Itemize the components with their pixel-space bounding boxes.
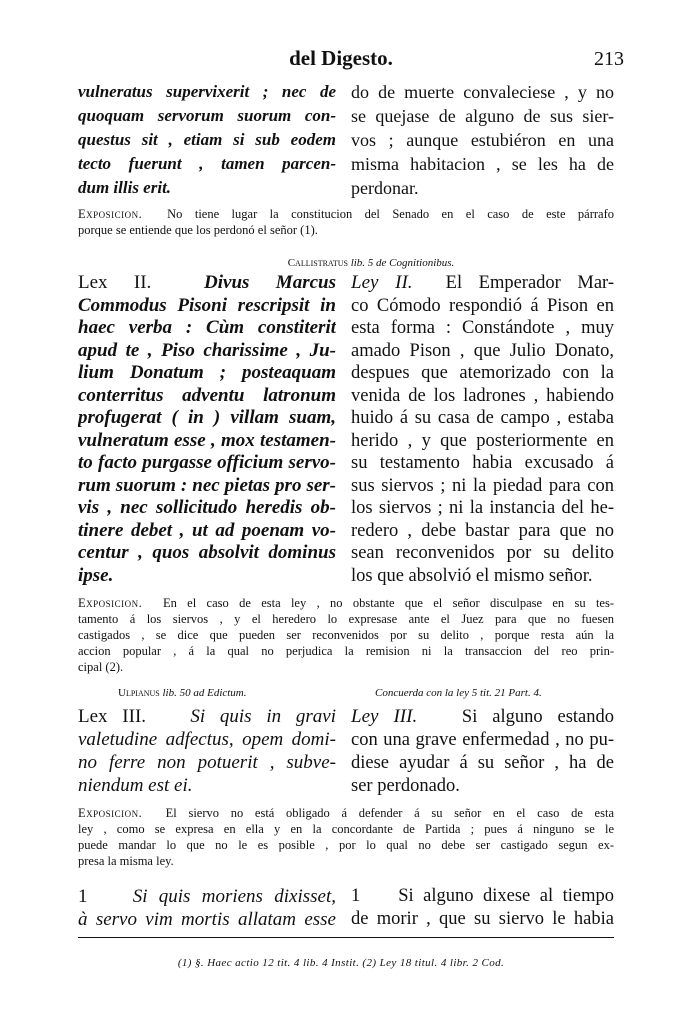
running-title: del Digesto. <box>289 46 393 70</box>
source-line <box>118 686 247 700</box>
law-heading-spanish: Ley II. <box>351 272 413 293</box>
source-author: Callistratus <box>287 257 348 269</box>
latin-line: profugerat ( in ) villam suam, <box>78 407 336 428</box>
exposicion-line: Exposicion. El siervo no está obligado á defender á su señor en el caso de esta <box>78 806 614 820</box>
latin-line: dum illis erit. <box>78 178 172 197</box>
source-citation-3 <box>78 686 614 700</box>
latin-line: Commodus Pisoni rescripsit in <box>78 294 336 316</box>
source-reference: lib. 5 de Cognitionibus. <box>350 257 455 269</box>
spanish-line: despues que atemorizado con la <box>351 363 614 383</box>
exposicion-1 <box>78 206 614 238</box>
spanish-line: los siervos ; ni la instancia del he- <box>351 498 614 518</box>
spanish-line: co Cómodo respondió á Pison en <box>351 295 614 316</box>
exposicion-label: Exposicion. <box>78 207 143 221</box>
latin-column <box>78 80 336 200</box>
latin-column <box>78 705 336 797</box>
latin-line: questus sit , etiam si sub eodem <box>78 130 336 149</box>
spanish-line: su testamento habia excusado á <box>351 453 614 473</box>
spanish-line: esta forma : Constándote , muy <box>351 318 614 338</box>
paragraph-number: 1 <box>351 886 361 906</box>
latin-line: conterritus adventu latronum <box>78 384 336 406</box>
spanish-line: Ley III. Si alguno estando <box>351 706 614 727</box>
exposicion-line: porque se entiende que los perdonó el señor (1). <box>78 223 318 237</box>
latin-line: Lex III. Si quis in gravi <box>78 706 336 727</box>
footnote-divider <box>78 937 614 938</box>
source-reference: lib. 50 ad Edictum. <box>162 687 247 699</box>
exposicion-2 <box>78 595 614 675</box>
exposicion-label: Exposicion. <box>78 806 143 820</box>
page-header <box>0 46 682 76</box>
latin-line: niendum est ei. <box>78 775 193 796</box>
latin-column <box>78 272 336 587</box>
spanish-line: los que absolvió el mismo señor. <box>351 565 593 586</box>
latin-column <box>78 885 336 931</box>
latin-line: centur , quos absolvit dominus <box>78 542 336 563</box>
spanish-line: huido á su casa de campo , estaba <box>351 408 614 428</box>
latin-line: valetudine adfectus, opem domi- <box>78 729 336 750</box>
latin-line: vulneratus supervixerit ; nec de <box>78 82 336 101</box>
spanish-line: do de muerte convaleciese , y no <box>351 82 614 102</box>
spanish-column <box>351 705 614 798</box>
text-block-4 <box>78 885 614 933</box>
law-heading-latin: Lex III. <box>78 706 147 727</box>
latin-line: tinere debet , ut ad poenam vo- <box>78 519 336 541</box>
spanish-line: perdonar. <box>351 178 419 198</box>
spanish-line: 1 Si alguno dixese al tiempo <box>351 886 614 906</box>
latin-line: ipse. <box>78 564 114 586</box>
spanish-line: vos ; aunque estubiéron en una <box>351 130 614 150</box>
spanish-line: con una grave enfermedad , no pu- <box>351 730 614 750</box>
spanish-line: diese ayudar á su señor , ha de <box>351 753 614 773</box>
spanish-column <box>351 272 614 587</box>
spanish-line: venida de los ladrones , habiendo <box>351 385 614 406</box>
latin-line: vulneratum esse , mox testamen- <box>78 429 336 451</box>
source-citation-2 <box>0 256 682 270</box>
exposicion-line: castigados , se dice que pueden ser reconvenidos por su delito , porque resta aún la <box>78 628 614 642</box>
source-author: Ulpianus <box>118 687 160 699</box>
exposicion-line: puede mandar lo que no le es posible , por lo qual no debe ser castigado segun ex- <box>78 838 614 852</box>
spanish-line: se quejase de alguno de sus sier- <box>351 106 614 126</box>
law-heading-latin: Lex II. <box>78 272 152 293</box>
spanish-line: herido , y que posteriormente en <box>351 430 614 451</box>
spanish-line: amado Pison , que Julio Donato, <box>351 340 614 361</box>
latin-line: haec verba : Cùm constiterit <box>78 317 336 338</box>
latin-line: 1 Si quis moriens dixisset, <box>78 886 336 907</box>
latin-line: tecto fuerunt , tamen parcen- <box>78 154 336 173</box>
spanish-line: ser perdonado. <box>351 776 460 796</box>
latin-line: apud te , Piso charissime , Ju- <box>78 339 336 361</box>
spanish-column <box>351 80 614 200</box>
footnotes: (1) §. Haec actio 12 tit. 4 lib. 4 Instit. (2) Ley 18 titul. 4 libr. 2 Cod. <box>177 957 505 969</box>
text-block-2 <box>78 272 614 584</box>
latin-line: lium Donatum ; posteaquam <box>78 362 336 383</box>
exposicion-line: Exposicion. En el caso de esta ley , no obstante que el señor disculpase en su tes- <box>78 596 614 610</box>
text-block-3 <box>78 705 614 801</box>
concordance-note: Concuerda con la ley 5 tit. 21 Part. 4. <box>375 687 542 699</box>
latin-line: Lex II. Divus Marcus <box>78 272 336 293</box>
spanish-line: sus siervos ; ni la piedad para con <box>351 475 614 496</box>
latin-line: rum suorum : nec pietas pro ser- <box>78 474 336 496</box>
exposicion-line: tamento á los siervos , y el heredero lo expresase ante el Juez para que no fuesen <box>78 612 614 626</box>
latin-line: à servo vim mortis allatam esse <box>78 909 336 930</box>
exposicion-label: Exposicion. <box>78 596 143 610</box>
latin-line: vis , nec sollicitudo heredis ob- <box>78 497 336 518</box>
spanish-column <box>351 885 614 931</box>
exposicion-line: Exposicion. No tiene lugar la constitucion del Senado en el caso de este párrafo <box>78 207 614 221</box>
exposicion-3 <box>78 805 614 869</box>
latin-line: quoquam servorum suorum con- <box>78 106 336 125</box>
exposicion-line: accion popular , á la qual no perjudica la remision ni la transaccion del reo prin- <box>78 644 614 658</box>
spanish-line: redero , debe bastar para que no <box>351 520 614 541</box>
page-number: 213 <box>594 48 624 70</box>
spanish-line: sean reconvenidos por su delito <box>351 543 614 563</box>
paragraph-number: 1 <box>78 886 88 907</box>
latin-line: to facto purgasse officium servo- <box>78 452 336 473</box>
spanish-line: misma habitacion , se les ha de <box>351 154 614 174</box>
text-block-1 <box>78 80 614 205</box>
spanish-line: Ley II. El Emperador Mar- <box>351 272 614 293</box>
spanish-line: de morir , que su siervo le habia <box>351 909 614 929</box>
exposicion-line: ley , como se expresa en ella y en la concordante de Partida ; pues á ninguno se le <box>78 822 614 836</box>
exposicion-line: cipal (2). <box>78 660 124 674</box>
exposicion-line: presa la misma ley. <box>78 854 174 868</box>
law-heading-spanish: Ley III. <box>351 706 418 727</box>
latin-line: no ferre non potuerit , subve- <box>78 752 336 773</box>
